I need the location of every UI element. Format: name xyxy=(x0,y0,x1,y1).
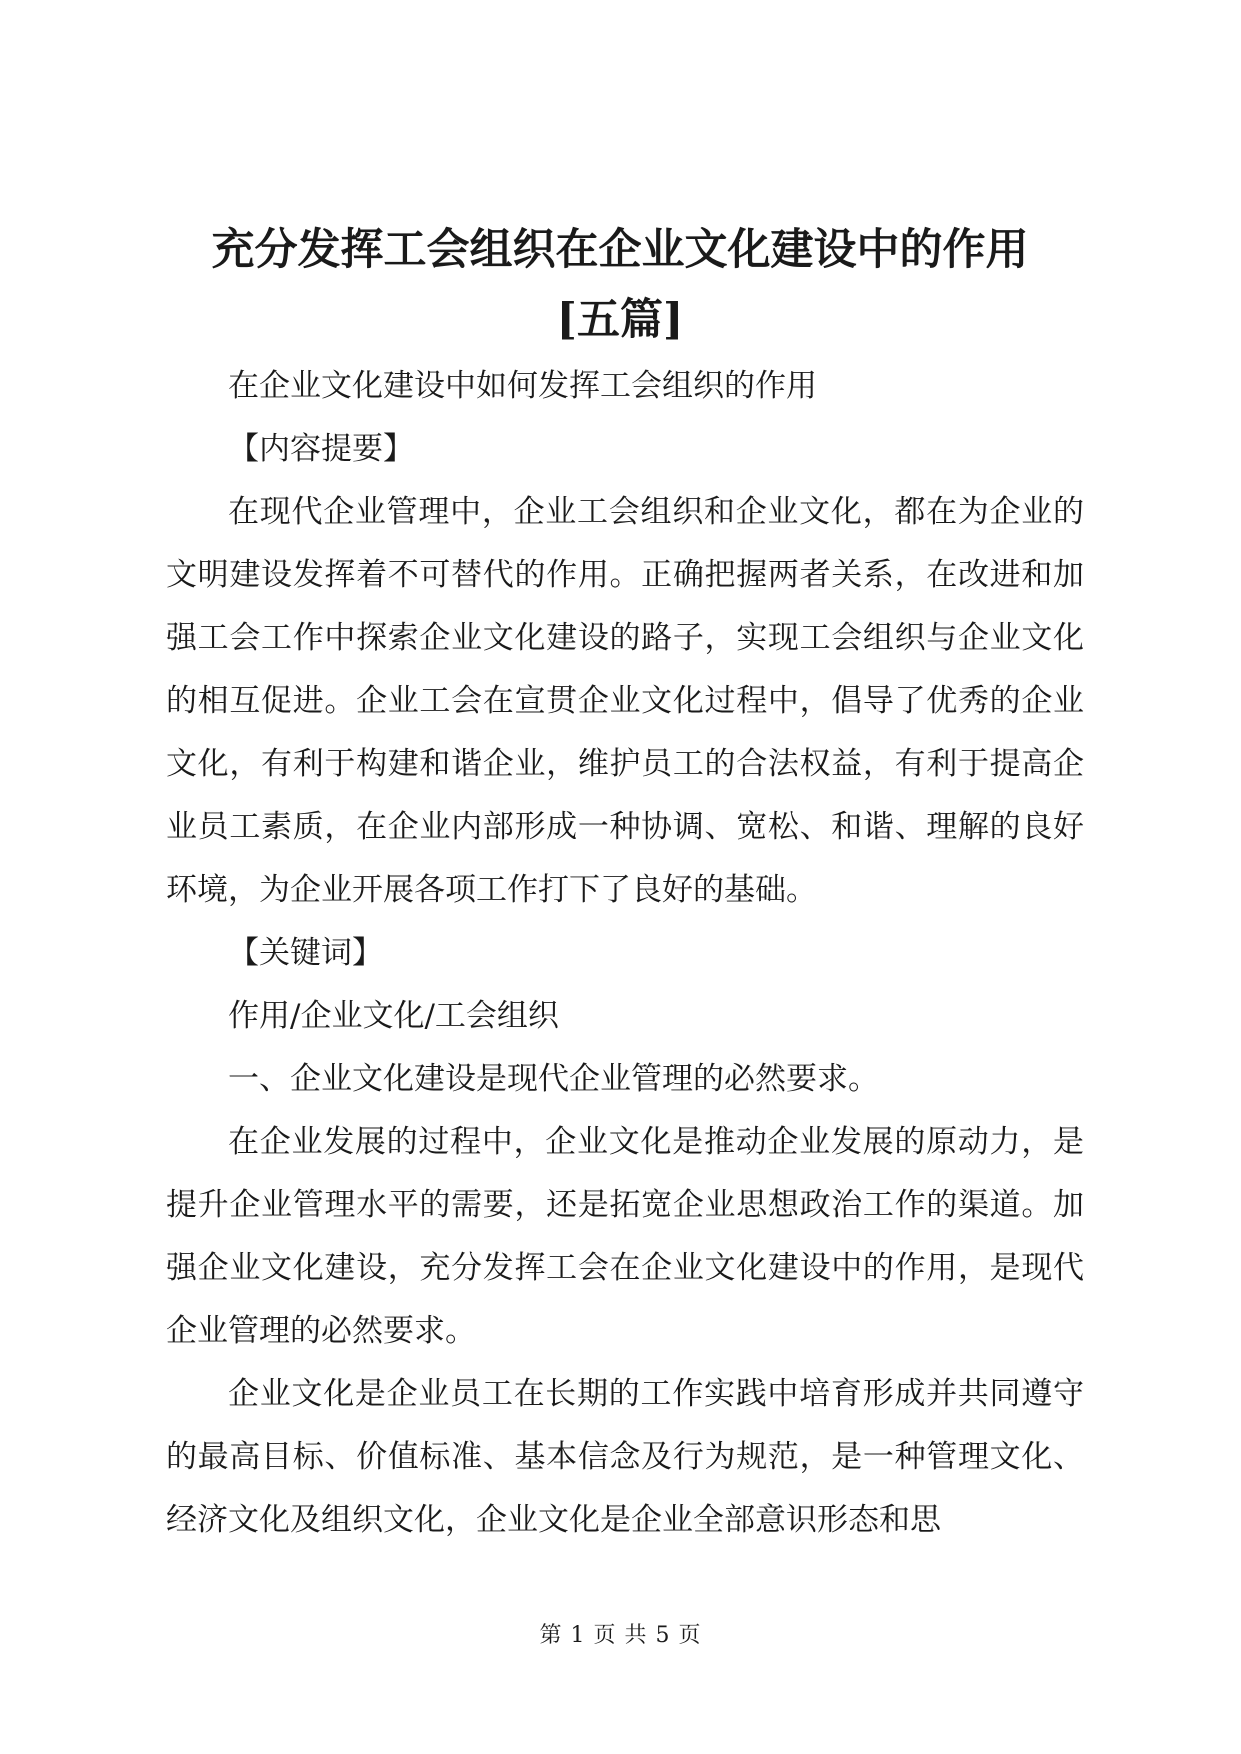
document-title xyxy=(150,215,1090,355)
body-paragraph-1: 在企业发展的过程中，企业文化是推动企业发展的原动力，是提升企业管理水平的需要，还是拓宽企业思想政治工作的渠道。加强企业文化建设，充分发挥工会在企业文化建设中的作用，是现代企业管理的必然要求。 xyxy=(166,1124,1084,1349)
title-line-2: [五篇] xyxy=(556,295,684,345)
page-footer: 第 1 页 共 5 页 xyxy=(539,1623,702,1648)
section-heading-1: 一、企业文化建设是现代企业管理的必然要求。 xyxy=(228,1061,879,1097)
subtitle-paragraph: 在企业文化建设中如何发挥工会组织的作用 xyxy=(228,368,817,404)
body-paragraph-2: 企业文化是企业员工在长期的工作实践中培育形成并共同遵守的最高目标、价值标准、基本信念及行为规范，是一种管理文化、经济文化及组织文化，企业文化是企业全部意识形态和思 xyxy=(166,1376,1084,1538)
abstract-paragraph: 在现代企业管理中，企业工会组织和企业文化，都在为企业的文明建设发挥着不可替代的作用。正确把握两者关系，在改进和加强工会工作中探索企业文化建设的路子，实现工会组织与企业文化的相互促进。企业工会在宣贯企业文化过程中，倡导了优秀的企业文化，有利于构建和谐企业，维护员工的合法权益，有利于提高企业员工素质，在企业内部形成一种协调、宽松、和谐、理解的良好环境，为企业开展各项工作打下了良好的基础。 xyxy=(166,494,1084,908)
document-body xyxy=(166,355,1084,1552)
keywords-heading: 【关键词】 xyxy=(228,935,383,971)
keywords-paragraph: 作用/企业文化/工会组织 xyxy=(228,998,559,1034)
abstract-heading: 【内容提要】 xyxy=(228,431,414,467)
title-line-1: 充分发挥工会组织在企业文化建设中的作用 xyxy=(211,225,1029,275)
